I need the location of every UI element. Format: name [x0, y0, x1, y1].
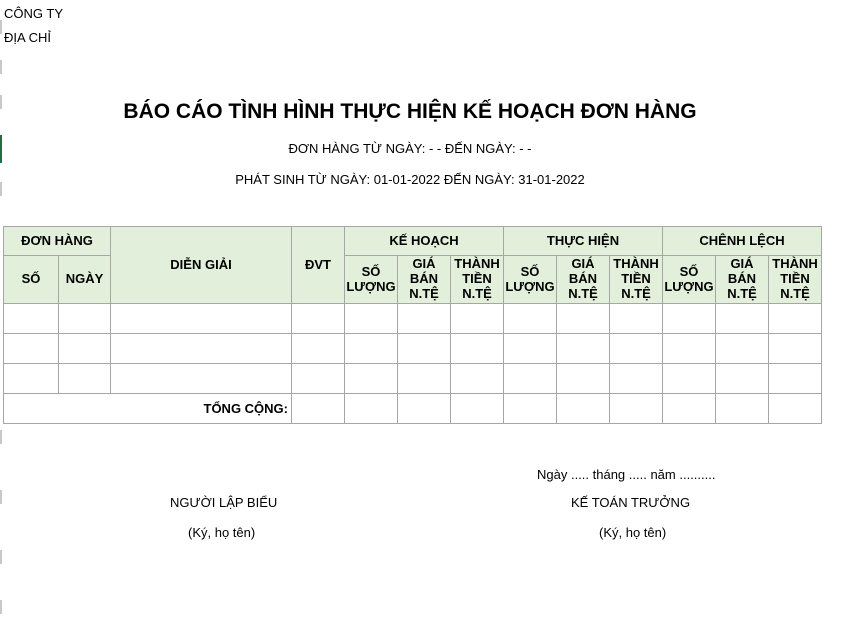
table-cell[interactable] [111, 334, 292, 364]
report-title[interactable]: BÁO CÁO TÌNH HÌNH THỰC HIỆN KẾ HOẠCH ĐƠN HÀNG [123, 100, 697, 123]
table-cell[interactable] [292, 334, 345, 364]
table-cell[interactable] [663, 364, 716, 394]
preparer-sign-note[interactable]: (Ký, họ tên) [188, 525, 256, 540]
table-cell[interactable] [59, 334, 111, 364]
header-plan-qty[interactable]: SỐ LƯỢNG [345, 256, 398, 304]
table-cell[interactable] [610, 364, 663, 394]
order-plan-table [3, 226, 822, 424]
table-cell[interactable] [610, 304, 663, 334]
header-actual-group[interactable]: THỰC HIỆN [504, 227, 663, 256]
header-diff-amount[interactable]: THÀNH TIỀN N.TỆ [769, 256, 822, 304]
table-cell[interactable] [451, 364, 504, 394]
company-address[interactable]: ĐỊA CHỈ [4, 30, 51, 45]
table-cell[interactable] [769, 304, 822, 334]
total-cell[interactable] [398, 394, 451, 424]
table-cell[interactable] [504, 334, 557, 364]
header-description[interactable]: DIỄN GIẢI [111, 227, 292, 304]
table-cell[interactable] [345, 304, 398, 334]
table-row [4, 364, 822, 394]
total-cell[interactable] [345, 394, 398, 424]
header-plan-amount[interactable]: THÀNH TIỀN N.TỆ [451, 256, 504, 304]
header-actual-amount[interactable]: THÀNH TIỀN N.TỆ [610, 256, 663, 304]
table-cell[interactable] [111, 304, 292, 334]
table-cell[interactable] [769, 334, 822, 364]
table-cell[interactable] [557, 334, 610, 364]
total-cell[interactable] [504, 394, 557, 424]
table-cell[interactable] [716, 334, 769, 364]
row-marker [0, 60, 2, 74]
header-diff-group[interactable]: CHÊNH LỆCH [663, 227, 822, 256]
table-cell[interactable] [398, 364, 451, 394]
table-cell[interactable] [716, 304, 769, 334]
company-name[interactable]: CÔNG TY [4, 6, 63, 21]
total-cell[interactable] [451, 394, 504, 424]
total-row [4, 394, 822, 424]
table-cell[interactable] [345, 364, 398, 394]
table-cell[interactable] [4, 364, 59, 394]
row-marker [0, 20, 2, 34]
header-order-group[interactable]: ĐƠN HÀNG [4, 227, 111, 256]
table-cell[interactable] [345, 334, 398, 364]
table-cell[interactable] [111, 364, 292, 394]
row-marker [0, 550, 2, 564]
signature-date-line[interactable]: Ngày ..... tháng ..... năm .......... [537, 467, 716, 482]
chief-accountant-label[interactable]: KẾ TOÁN TRƯỞNG [571, 495, 691, 510]
table-cell[interactable] [292, 364, 345, 394]
header-order-no[interactable]: SỐ [4, 256, 59, 304]
table-cell[interactable] [504, 364, 557, 394]
table-row [4, 334, 822, 364]
order-date-range[interactable]: ĐƠN HÀNG TỪ NGÀY: - - ĐẾN NGÀY: - - [288, 141, 532, 156]
report-period[interactable]: PHÁT SINH TỪ NGÀY: 01-01-2022 ĐẾN NGÀY: 31-01-2022 [235, 172, 585, 187]
table-cell[interactable] [610, 334, 663, 364]
table-cell[interactable] [663, 334, 716, 364]
table-cell[interactable] [557, 364, 610, 394]
header-plan-price[interactable]: GIÁ BÁN N.TỆ [398, 256, 451, 304]
table-cell[interactable] [451, 304, 504, 334]
total-cell[interactable] [292, 394, 345, 424]
table-cell[interactable] [663, 304, 716, 334]
table-cell[interactable] [59, 304, 111, 334]
header-actual-price[interactable]: GIÁ BÁN N.TỆ [557, 256, 610, 304]
table-cell[interactable] [398, 304, 451, 334]
row-marker [0, 490, 2, 504]
total-cell[interactable] [716, 394, 769, 424]
table-cell[interactable] [4, 334, 59, 364]
row-marker [0, 430, 2, 444]
header-actual-qty[interactable]: SỐ LƯỢNG [504, 256, 557, 304]
total-cell[interactable] [610, 394, 663, 424]
table-cell[interactable] [451, 334, 504, 364]
table-cell[interactable] [716, 364, 769, 394]
table-cell[interactable] [398, 334, 451, 364]
header-diff-price[interactable]: GIÁ BÁN N.TỆ [716, 256, 769, 304]
total-label[interactable]: TỔNG CỘNG: [4, 394, 292, 424]
header-plan-group[interactable]: KẾ HOẠCH [345, 227, 504, 256]
total-cell[interactable] [663, 394, 716, 424]
header-diff-qty[interactable]: SỐ LƯỢNG [663, 256, 716, 304]
header-unit[interactable]: ĐVT [292, 227, 345, 304]
table-cell[interactable] [4, 304, 59, 334]
chief-accountant-sign-note[interactable]: (Ký, họ tên) [599, 525, 667, 540]
total-cell[interactable] [769, 394, 822, 424]
table-cell[interactable] [557, 304, 610, 334]
preparer-label[interactable]: NGƯỜI LẬP BIỂU [170, 495, 278, 510]
table-cell[interactable] [59, 364, 111, 394]
table-cell[interactable] [292, 304, 345, 334]
table-cell[interactable] [504, 304, 557, 334]
table-cell[interactable] [769, 364, 822, 394]
row-marker [0, 600, 2, 614]
table-row [4, 304, 822, 334]
header-order-date[interactable]: NGÀY [59, 256, 111, 304]
total-cell[interactable] [557, 394, 610, 424]
